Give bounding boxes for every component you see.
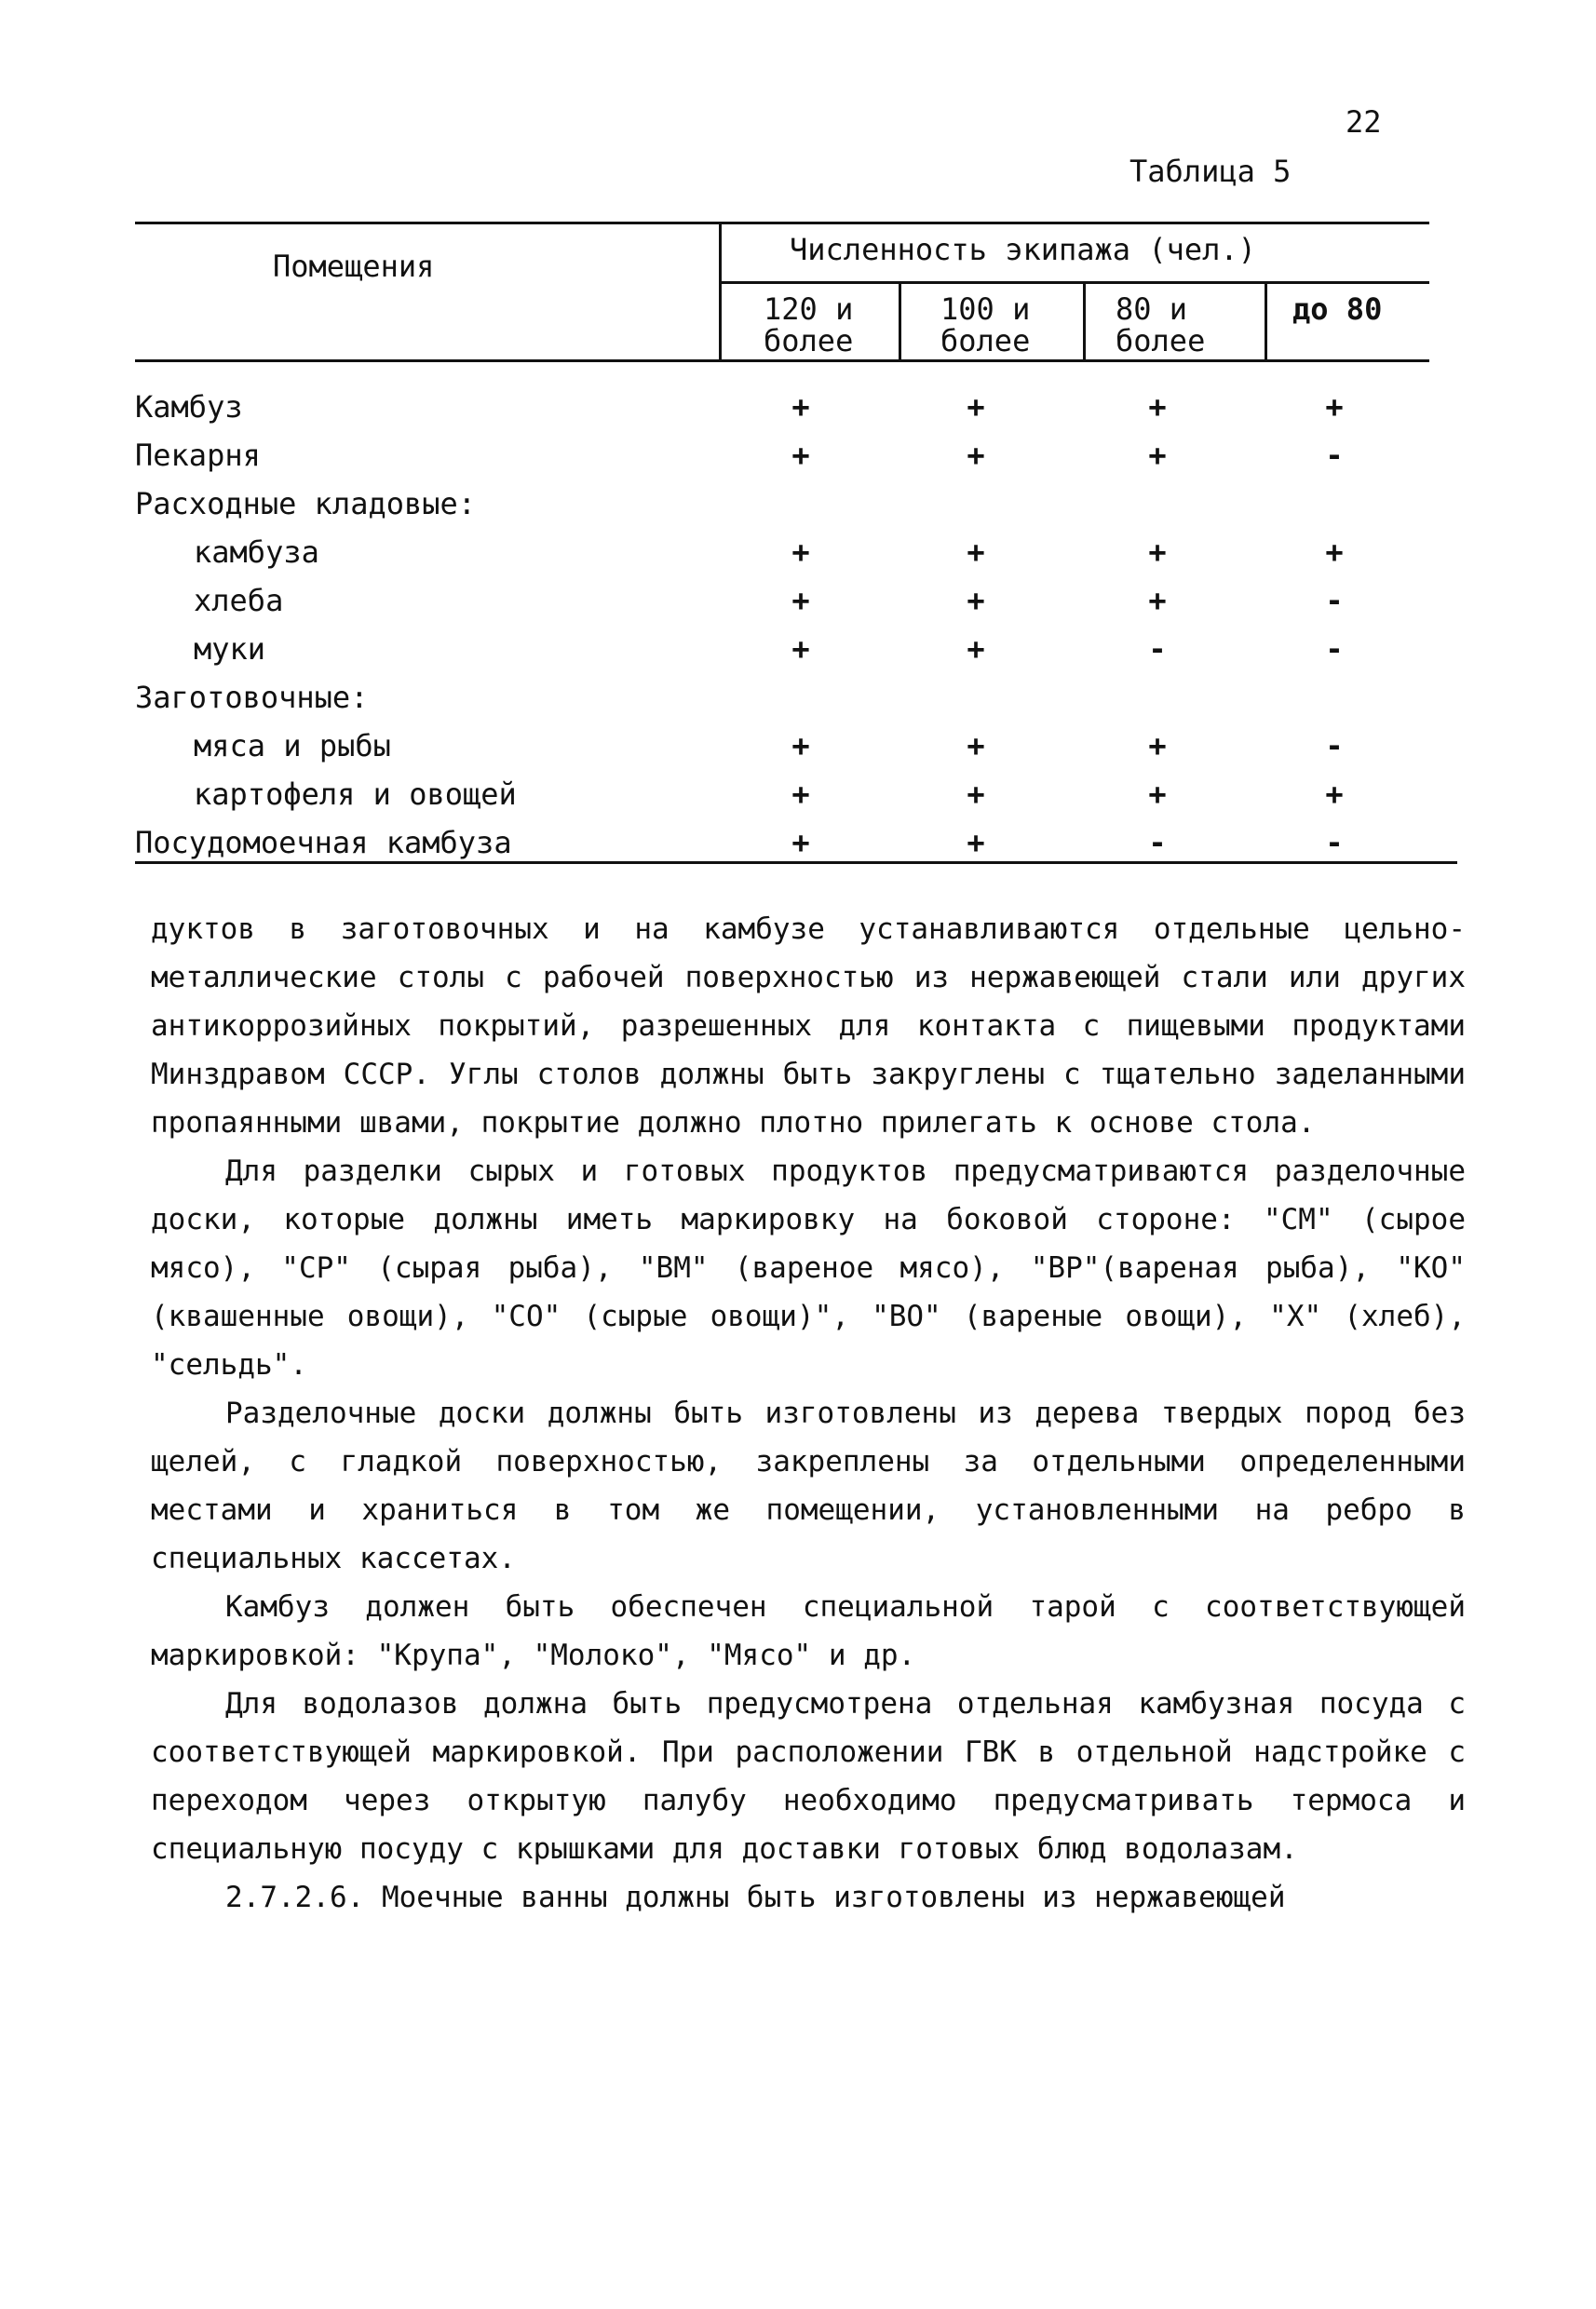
header-col-3-line2: более	[1116, 323, 1206, 358]
table-divider-rooms	[719, 223, 722, 359]
row-mark-col-1: +	[791, 825, 810, 860]
row-mark-col-2: +	[967, 825, 985, 860]
paragraph-5: Для водолазов должна быть предусмотрена отдельная камбузная посуда с соответствующей маркировкой. При расположении ГВК в отдельной надстройке с переходом через открытую палубу необходимо предусматривать термоса и специальную посуду с крышками для доставки готовых блюд водолазам.	[151, 1687, 1466, 1866]
row-label: Камбуз	[135, 389, 243, 425]
table-row	[135, 534, 1457, 582]
row-label: камбуза	[194, 534, 319, 570]
header-col-1-line2: более	[764, 323, 854, 358]
header-rooms: Помещения	[273, 249, 435, 284]
row-label: Расходные кладовые:	[135, 486, 477, 521]
table-caption: Таблица 5	[1129, 154, 1292, 189]
table-row	[135, 776, 1457, 824]
row-mark-col-4: +	[1325, 389, 1344, 425]
table-row	[135, 438, 1457, 485]
header-col-2	[940, 293, 1030, 357]
row-label: хлеба	[194, 583, 284, 618]
row-mark-col-1: +	[791, 438, 810, 473]
table-header-mid-rule	[722, 281, 1429, 284]
table-divider-col2	[1083, 283, 1086, 359]
row-mark-col-4: -	[1325, 583, 1344, 618]
header-crew: Численность экипажа (чел.)	[790, 232, 1256, 267]
row-mark-col-2: +	[967, 776, 985, 812]
header-col-1	[764, 293, 853, 357]
paragraph-4: Камбуз должен быть обеспечен специальной тарой с соответствующей маркировкой: "Крупа", "Молоко", "Мясо" и др.	[151, 1590, 1466, 1672]
paragraph-3: Разделочные доски должны быть изготовлены из дерева твердых пород без щелей, с гладкой поверхностью, закреплены за отдельными определенными местами и храниться в том же помещении, установленными на ребро в специальных кассетах.	[151, 1397, 1466, 1575]
row-mark-col-3: -	[1148, 631, 1167, 667]
table-divider-col1	[899, 283, 901, 359]
paragraph-6: 2.7.2.6. Моечные ванны должны быть изготовлены из нержавеющей	[225, 1881, 1286, 1914]
row-mark-col-4: -	[1325, 728, 1344, 763]
table-header-bottom-rule	[135, 359, 1429, 362]
row-mark-col-4: -	[1325, 438, 1344, 473]
row-mark-col-3: +	[1148, 534, 1167, 570]
row-mark-col-1: +	[791, 776, 810, 812]
row-mark-col-2: +	[967, 728, 985, 763]
table-row	[135, 680, 1457, 727]
table-row	[135, 631, 1457, 679]
row-label: картофеля и овощей	[194, 776, 517, 812]
row-mark-col-3: +	[1148, 438, 1167, 473]
row-mark-col-1: +	[791, 583, 810, 618]
table-row	[135, 825, 1457, 872]
table-row	[135, 389, 1457, 437]
header-col-3-line1: 80 и	[1116, 291, 1188, 327]
header-col-4	[1292, 293, 1382, 325]
row-mark-col-3: +	[1148, 389, 1167, 425]
row-mark-col-4: -	[1325, 631, 1344, 667]
row-mark-col-1: +	[791, 534, 810, 570]
row-mark-col-4: +	[1325, 534, 1344, 570]
body-text	[151, 905, 1466, 1922]
row-mark-col-1: +	[791, 631, 810, 667]
row-mark-col-2: +	[967, 389, 985, 425]
paragraph-2: Для разделки сырых и готовых продуктов предусматриваются разделочные доски, которые должны иметь маркировку на боковой стороне: "СМ" (сырое мясо), "СР" (сырая рыба), "ВМ" (вареное мясо), "ВР"(вареная рыба), "КО" (квашенные овощи), "СО" (сырые овощи)", "ВО" (вареные овощи), "Х" (хлеб), "сельдь".	[151, 1154, 1466, 1382]
header-col-3	[1116, 293, 1205, 357]
table-row	[135, 486, 1457, 533]
page-number: 22	[1346, 104, 1382, 140]
row-label: муки	[194, 631, 266, 667]
table-row	[135, 728, 1457, 776]
header-col-2-line1: 100 и	[940, 291, 1031, 327]
row-mark-col-1: +	[791, 728, 810, 763]
row-mark-col-2: +	[967, 438, 985, 473]
row-mark-col-3: +	[1148, 728, 1167, 763]
row-mark-col-2: +	[967, 583, 985, 618]
row-mark-col-2: +	[967, 534, 985, 570]
row-label: мяса и рыбы	[194, 728, 391, 763]
header-col-2-line2: более	[940, 323, 1031, 358]
row-mark-col-3: +	[1148, 583, 1167, 618]
header-col-1-line1: 120 и	[764, 291, 854, 327]
row-mark-col-3: +	[1148, 776, 1167, 812]
paragraph-1: дуктов в заготовочных и на камбузе устанавливаются отдельные цельно-металлические столы с рабочей поверхностью из нержавеющей стали или других антикоррозийных покрытий, разрешенных для контакта с пищевыми продуктами Минздравом СССР. Углы столов должны быть закруглены с тщательно заделанными пропаянными швами, покрытие должно плотно прилегать к основе стола.	[151, 912, 1466, 1140]
table-divider-col3	[1265, 283, 1267, 359]
row-mark-col-2: +	[967, 631, 985, 667]
header-col-4-line1: до 80	[1292, 291, 1383, 327]
row-label: Пекарня	[135, 438, 261, 473]
row-label: Посудомоечная камбуза	[135, 825, 512, 860]
row-mark-col-3: -	[1148, 825, 1167, 860]
row-label: Заготовочные:	[135, 680, 369, 715]
table-row	[135, 583, 1457, 630]
row-mark-col-4: -	[1325, 825, 1344, 860]
row-mark-col-1: +	[791, 389, 810, 425]
table-top-rule	[135, 222, 1429, 224]
row-mark-col-4: +	[1325, 776, 1344, 812]
